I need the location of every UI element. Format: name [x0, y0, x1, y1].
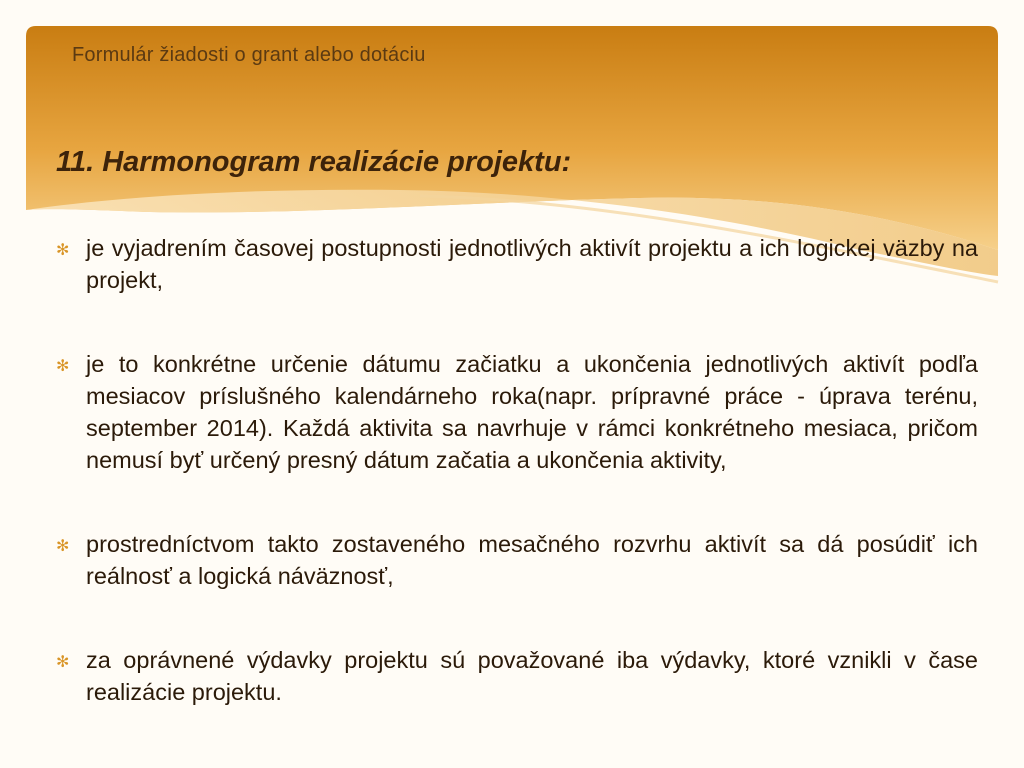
slide-section-heading: 11. Harmonogram realizácie projektu: — [56, 146, 572, 178]
bullet-text: za oprávnené výdavky projektu sú považované iba výdavky, ktoré vznikli v čase realizácie projektu. — [86, 647, 978, 705]
bullet-text: je vyjadrením časovej postupnosti jednotlivých aktivít projektu a ich logickej väzby na projekt, — [86, 235, 978, 293]
slide-header-title: Formulár žiadosti o grant alebo dotáciu — [72, 44, 426, 66]
bullet-list — [54, 232, 978, 708]
bullet-text: je to konkrétne určenie dátumu začiatku a ukončenia jednotlivých aktivít podľa mesiacov príslušného kalendárneho roka(napr. prípravné práce - úprava terénu, september 2014). Každá aktivita sa navrhuje v rámci konkrétneho mesiaca, pričom nemusí byť určený presný dátum začatia a ukončenia aktivity, — [86, 351, 978, 473]
bullet-item — [54, 644, 978, 708]
asterisk-bullet-icon: ✻ — [56, 242, 70, 259]
bullet-text: prostredníctvom takto zostaveného mesačného rozvrhu aktivít sa dá posúdiť ich reálnosť a logická náväznosť, — [86, 531, 978, 589]
bullet-item — [54, 232, 978, 296]
asterisk-bullet-icon: ✻ — [56, 358, 70, 375]
bullet-item — [54, 348, 978, 476]
asterisk-bullet-icon: ✻ — [56, 654, 70, 671]
asterisk-bullet-icon: ✻ — [56, 538, 70, 555]
bullet-item — [54, 528, 978, 592]
